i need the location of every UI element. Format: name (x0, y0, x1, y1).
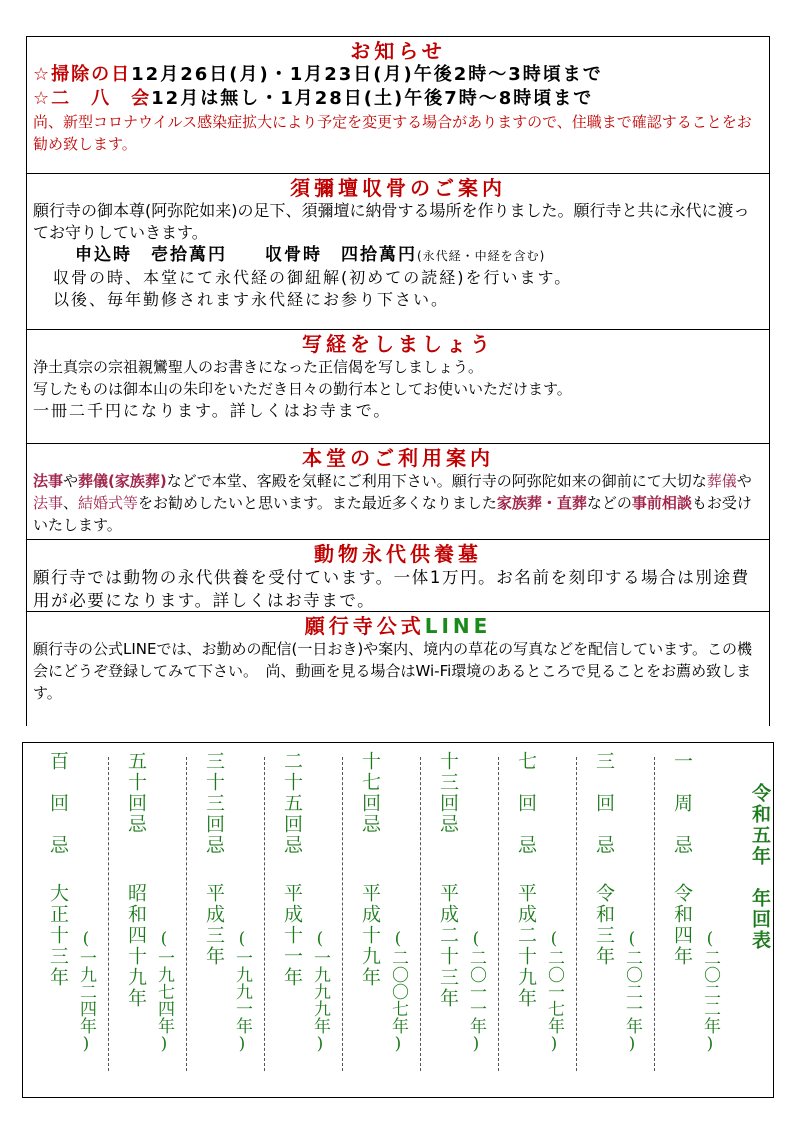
memorial-era-year: 平成三年 (203, 883, 225, 967)
shumidan-line3: 収骨の時、本堂にて永代経の御紐解(初めての読経)を行います。 (53, 268, 573, 287)
memorial-era-year: 平成十一年 (281, 883, 303, 988)
hondo-section (27, 443, 769, 539)
column-divider (654, 757, 655, 1071)
animal-body: 願行寺では動物の永代供養を受付ています。一体1万円。お名前を刻印する場合は別途費用が必要になります。詳しくはお寺まで。 (33, 568, 750, 610)
column-divider (420, 757, 421, 1071)
memorial-western-year: (二〇二二年) (700, 929, 720, 1054)
memorial-era-year: 令和三年 (593, 883, 615, 967)
shakyo-section (27, 329, 769, 443)
memorial-western-year: (一九九九年) (310, 929, 330, 1054)
memorial-kaiki: 五十回忌 (125, 751, 147, 835)
shumidan-body: 願行寺の御本尊(阿弥陀如来)の足下、須彌壇に納骨する場所を作りました。願行寺と共に永代に渡ってお守りしていきます。 (33, 201, 750, 242)
memorial-kaiki: 三 回 忌 (593, 751, 615, 856)
memorial-era-year: 令和四年 (671, 883, 693, 967)
memorial-kaiki: 百 回 忌 (47, 751, 69, 856)
shakyo-line2: 写したものは御本山の朱印をいただき日々の勤行本としてお使いいただけます。 (33, 380, 572, 398)
notice-board (26, 36, 770, 726)
column-divider (186, 757, 187, 1071)
animal-section (27, 539, 769, 611)
memorial-era-year: 平成二十九年 (515, 883, 537, 1009)
line-logo-text: LINE (424, 614, 492, 638)
nihachi-kai-label: ☆二 八 会 (33, 88, 152, 109)
memorial-western-year: (一九二四年) (76, 929, 96, 1054)
memorial-era-year: 平成十九年 (359, 883, 381, 988)
line-body: 願行寺の公式LINEでは、お勤めの配信(一日おき)や案内、境内の草花の写真などを配信しています。この機会にどうぞ登録してみて下さい。 尚、動画を見る場合はWi-Fi環境のあるところで見ることをお薦め致します。 (33, 640, 752, 702)
notices-section (27, 37, 769, 173)
column-divider (576, 757, 577, 1071)
shakyo-line3: 一冊二千円になります。詳しくはお寺まで。 (33, 401, 392, 420)
memorial-kaiki: 三十三回忌 (203, 751, 225, 856)
column-divider (498, 757, 499, 1071)
column-divider (108, 757, 109, 1071)
hondo-body: 法事や葬儀(家族葬)などで本堂、客殿を気軽にご利用下さい。願行寺の阿弥陀如来の御前にて大切な葬儀や法事、結婚式等をお勧めしたいと思います。また最近多くなりました家族葬・直葬などの事前相談もお受けいたします。 (33, 472, 752, 534)
nihachi-kai-text: 12月は無し・1月28日(土)午後7時〜8時頃まで (151, 88, 594, 109)
cleaning-day-label: ☆掃除の日 (33, 64, 132, 85)
memorial-western-year: (二〇一七年) (544, 929, 564, 1054)
memorial-year-table (22, 742, 774, 1098)
memorial-era-year: 平成二十三年 (437, 883, 459, 1009)
shumidan-section (27, 173, 769, 329)
memorial-kaiki: 二十五回忌 (281, 751, 303, 856)
covid-note: 尚、新型コロナウイルス感染症拡大により予定を変更する場合がありますので、住職まで確認することをお勧め致します。 (33, 113, 752, 153)
memorial-western-year: (二〇〇七年) (388, 929, 408, 1054)
shakyo-line1: 浄土真宗の宗祖親鸞聖人のお書きになった正信偈を写しましょう。 (33, 358, 484, 376)
shumidan-prices: 申込時 壱拾萬円 収骨時 四拾萬円(永代経・中経を含む) (75, 245, 546, 265)
memorial-western-year: (一九九一年) (232, 929, 252, 1054)
column-divider (342, 757, 343, 1071)
memorial-western-year: (一九七四年) (154, 929, 174, 1054)
line-title: 願行寺公式LINE (304, 614, 492, 638)
notices-title: お知らせ (350, 39, 446, 63)
cleaning-day-text: 12月26日(月)・1月23日(月)午後2時〜3時頃まで (131, 64, 603, 85)
memorial-kaiki: 十三回忌 (437, 751, 459, 835)
memorial-kaiki: 七 回 忌 (515, 751, 537, 856)
column-divider (264, 757, 265, 1071)
memorial-era-year: 昭和四十九年 (125, 883, 147, 1009)
memorial-era-year: 大正十三年 (47, 883, 69, 988)
memorial-kaiki: 十七回忌 (359, 751, 381, 835)
memorial-table-title: 令和五年 年回表 (749, 783, 771, 951)
shumidan-title: 須彌壇収骨のご案内 (290, 176, 506, 200)
hondo-title: 本堂のご利用案内 (302, 446, 494, 470)
memorial-western-year: (二〇二一年) (622, 929, 642, 1054)
shumidan-line4: 以後、毎年勤修されます永代経にお参り下さい。 (53, 290, 450, 309)
line-section (27, 611, 769, 727)
animal-title: 動物永代供養墓 (314, 542, 482, 566)
memorial-kaiki: 一 周 忌 (671, 751, 693, 856)
memorial-western-year: (二〇一一年) (466, 929, 486, 1054)
shakyo-title: 写経をしましょう (302, 332, 494, 356)
